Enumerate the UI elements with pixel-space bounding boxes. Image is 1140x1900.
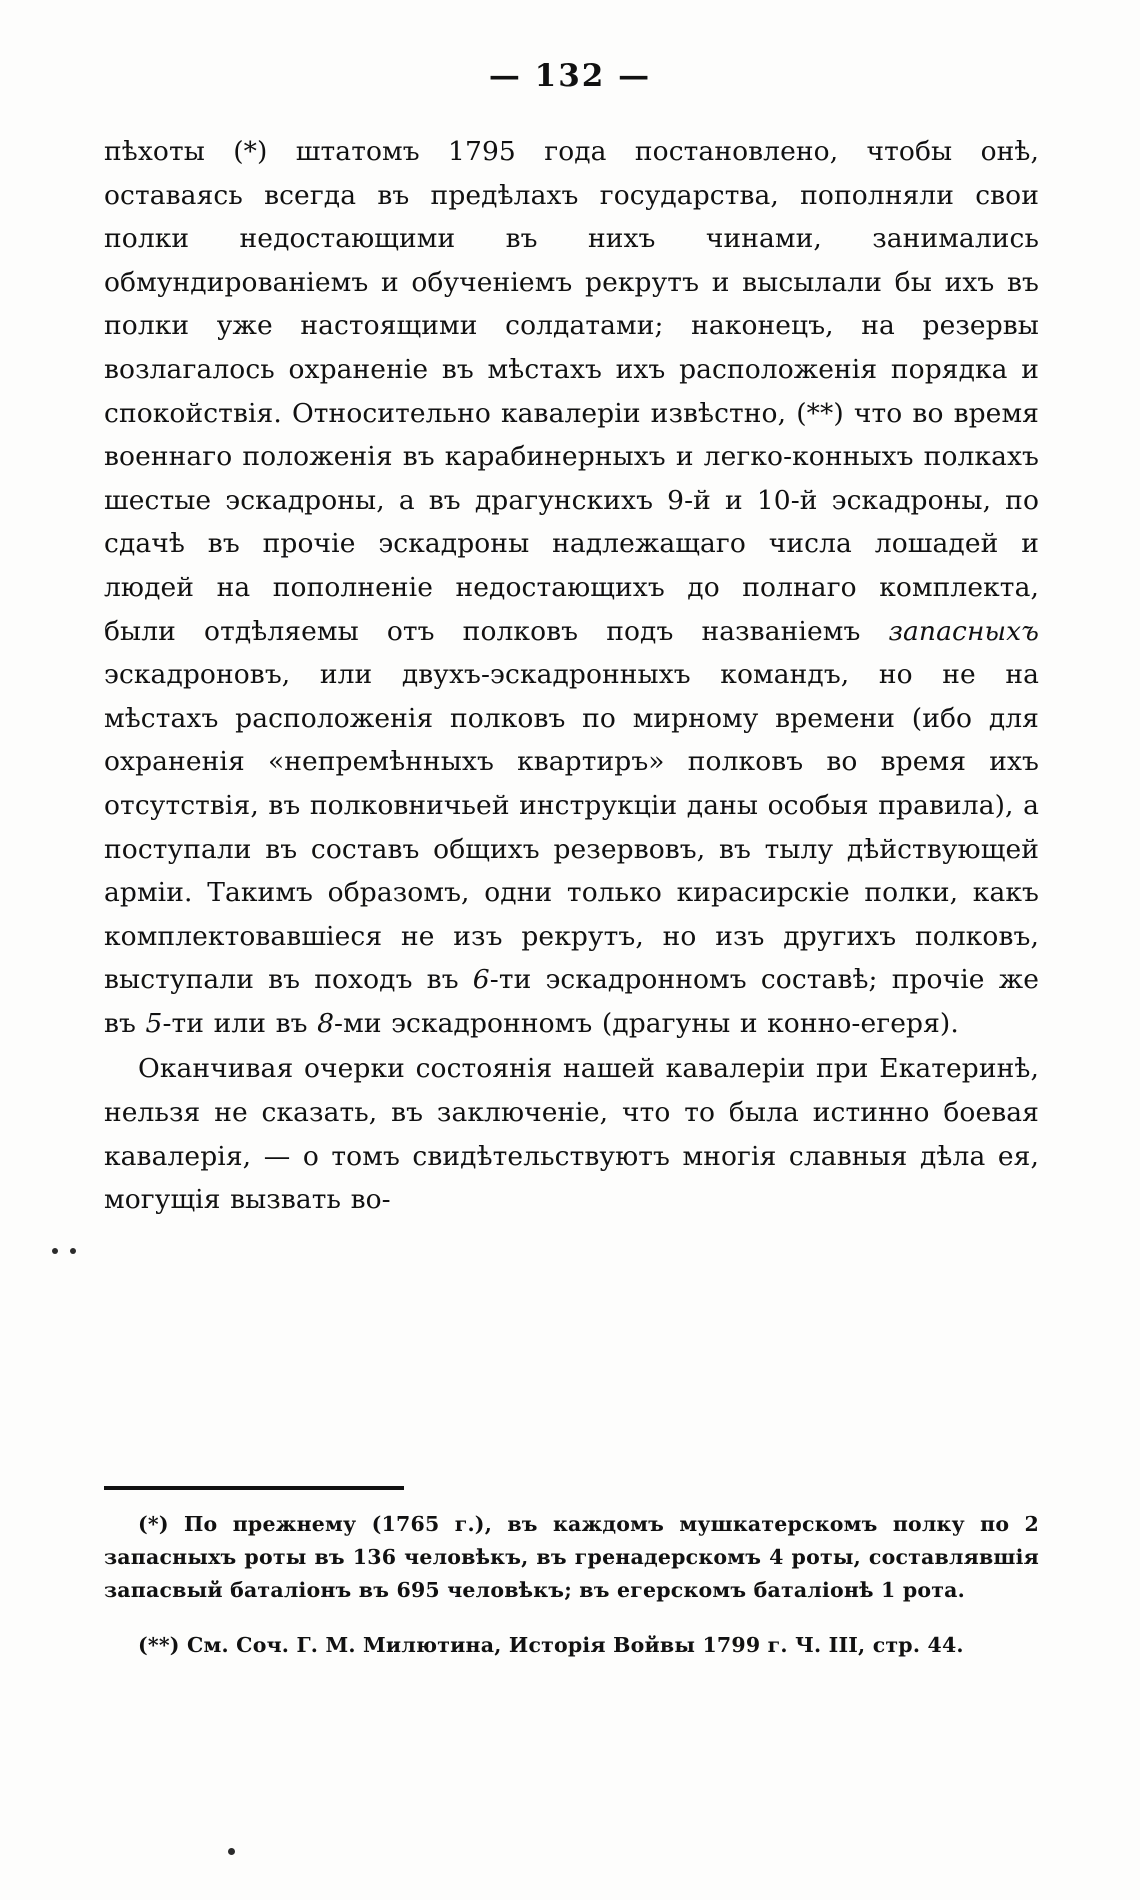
- paragraph-one: [104, 130, 1039, 1045]
- body-text: [104, 130, 1039, 1222]
- footnote-two: (**) См. Соч. Г. М. Милютина, Исторія Войвы 1799 г. Ч. III, стр. 44.: [138, 1633, 964, 1657]
- paragraph-one-part-4: -ти или въ: [162, 1007, 318, 1039]
- paragraph-one-part-2: эскадроновъ, или двухъ-эскадронныхъ командъ, но не на мѣстахъ расположенія полковъ по мирному времени (ибо для охраненія «непремѣнныхъ квартиръ» полковъ во время ихъ отсутствія, въ полковничьей инструкціи даны особыя правила), а поступали въ составъ общихъ резервовъ, въ тылу дѣйствующей арміи. Такимъ образомъ, одни только кирасирскіе полки, какъ комплектовавшіеся не изъ рекрутъ, но изъ другихъ полковъ, выступали въ походъ въ: [104, 659, 1039, 996]
- page-speck: [52, 1248, 58, 1254]
- footnote-separator: [104, 1486, 404, 1490]
- page-speck: [228, 1848, 235, 1855]
- footnote-one-text: (*) По прежнему (1765 г.), въ каждомъ мушкатерскомъ полку по 2 запасныхъ роты въ 136 человѣкъ, въ гренадерскомъ 4 роты, составлявшія запасвый баталіонъ въ 695 человѣкъ; въ егерскомъ баталіонѣ 1 рота.: [104, 1512, 1039, 1602]
- paragraph-one-italic-3: 5: [145, 1007, 163, 1039]
- footnote-block: [104, 1508, 1039, 1662]
- page-speck: [70, 1248, 76, 1254]
- paragraph-one-part-1: пѣхоты (*) штатомъ 1795 года постановлено, чтобы онѣ, оставаясь всегда въ предѣлахъ государства, пополняли свои полки недостающими въ нихъ чинами, занимались обмундированіемъ и обученіемъ рекрутъ и высылали бы ихъ въ полки уже настоящими солдатами; наконецъ, на резервы возлагалось охраненіе въ мѣстахъ ихъ расположенія порядка и спокойствія. Относительно кавалеріи извѣстно, (**) что во время военнаго положенія въ карабинерныхъ и легко-конныхъ полкахъ шестые эскадроны, а въ драгунскихъ 9-й и 10-й эскадроны, по сдачѣ въ прочіе эскадроны надлежащаго числа лошадей и людей на пополненіе недостающихъ до полнаго комплекта, были отдѣляемы отъ полковъ подъ названіемъ: [104, 136, 1039, 647]
- footnote-one: [104, 1508, 1039, 1607]
- paragraph-one-part-5: -ми эскадронномъ (драгуны и конно-егеря).: [334, 1007, 959, 1039]
- paragraph-one-italic-4: 8: [317, 1007, 335, 1039]
- page-number: — 132 —: [488, 58, 652, 94]
- paragraph-one-italic-2: 6: [472, 964, 490, 996]
- paragraph-one-part-3: -ти эскадронномъ составѣ; прочіе же въ: [104, 964, 1039, 1039]
- paragraph-two: Оканчивая очерки состоянія нашей кавалеріи при Екатеринѣ, нельзя не сказать, въ заключеніе, что то была истинно боевая кавалерія, — о томъ свидѣтельствуютъ многія славныя дѣла ея, могущія вызвать во-: [104, 1053, 1039, 1216]
- paragraph-one-italic-1: запасныхъ: [888, 615, 1039, 647]
